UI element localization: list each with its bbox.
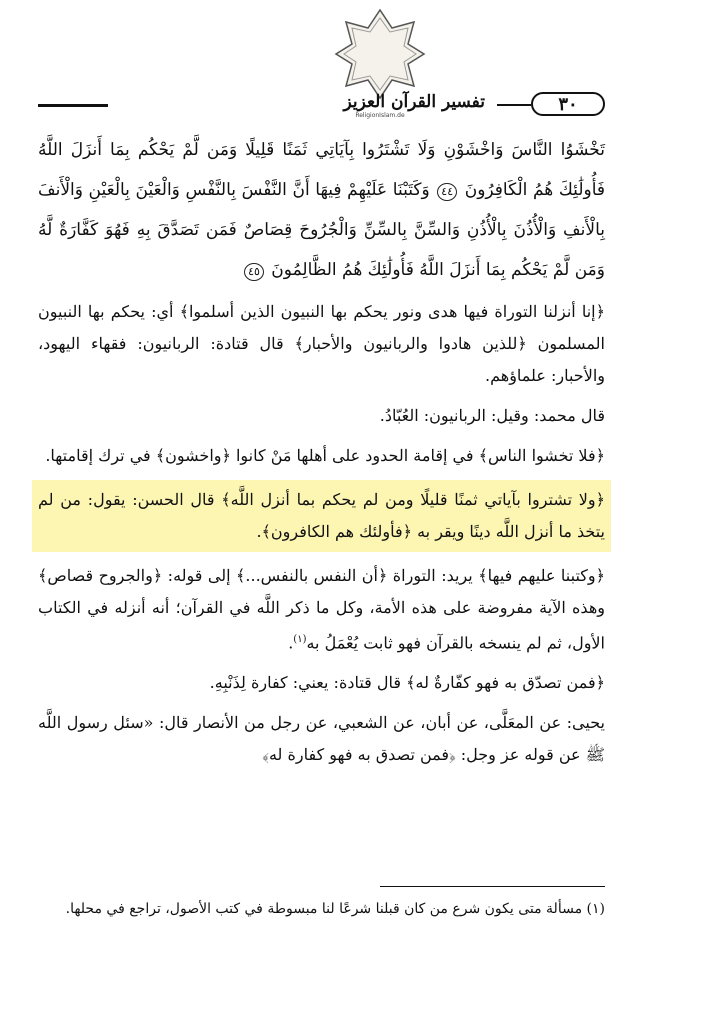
verse-text-1: تَخْشَوُا النَّاسَ وَاخْشَوْنِ وَلَا تَشْتَرُوا بِآيَاتِي ثَمَنًا قَلِيلًا وَمَن لَّمْ يَحْكُم بِمَا أَنزَلَ اللَّهُ فَأُولَٰئِكَ هُمُ الْكَافِرُونَ <box>38 140 606 200</box>
commentary-paragraph: ﴿فمن تصدّق به فهو كفّارةٌ له﴾ قال قتادة: يعني: كفارة لِذَنْبِهِ. <box>209 673 605 693</box>
site-logo <box>334 8 426 100</box>
logo-url: ReligionIslam.de <box>355 112 405 119</box>
commentary-paragraph: ﴿فلا تخشوا الناس﴾ في إقامة الحدود على أهلها مَنْ كانوا ﴿واخشون﴾ في ترك إقامتها. <box>45 446 605 465</box>
verse-text-2: وَكَتَبْنَا عَلَيْهِمْ فِيهَا أَنَّ النَّفْسَ بِالنَّفْسِ وَالْعَيْنَ بِالْعَيْنِ وَالْأَنفَ بِالْأَنفِ وَالْأُذُنَ بِالْأُذُنِ وَالسِّنَّ بِالسِّنِّ وَالْجُرُوحَ قِصَاصٌ فَمَن تَصَدَّقَ بِهِ فَهُوَ كَفَّارَةٌ لَّهُ وَمَن لَّمْ يَحْكُم بِمَا أَنزَلَ اللَّهُ فَأُولَٰئِكَ هُمُ الظَّالِمُونَ <box>38 180 605 280</box>
verse-number-44: ٤٤ <box>437 183 457 201</box>
commentary-paragraph: قال محمد: وقيل: الربانيون: العُبّادُ. <box>379 406 605 425</box>
header-rule-left <box>38 104 108 107</box>
paragraph-text: ﴿وكتبنا عليهم فيها﴾ يريد: التوراة ﴿أن النفس بالنفس...﴾ إلى قوله: ﴿والجروح قصاص﴾ وهذه الآية مفروضة على هذه الأمة، وكل ما ذكر اللَّه في القرآن؛ أنه أنزله في الكتاب الأول، ثم لم ينسخه بالقرآن فهو ثابت يُعْمَلُ به <box>38 566 605 653</box>
page-body <box>38 130 605 779</box>
commentary-paragraph: ﴿وكتبنا عليهم فيها﴾ يريد: التوراة ﴿أن النفس بالنفس...﴾ إلى قوله: ﴿والجروح قصاص﴾ وهذه الآية مفروضة على هذه الأمة، وكل ما ذكر اللَّه في القرآن؛ أنه أنزله في الكتاب الأول، ثم لم ينسخه بالقرآن فهو ثابت يُعْمَلُ به$^{(١)}$. <box>38 566 605 653</box>
highlighted-paragraph: ﴿ولا تشتروا بآياتي ثمنًا قليلًا ومن لم يحكم بما أنزل اللَّه﴾ قال الحسن: يقول: من لم يتخذ ما أنزل اللَّه دينًا ويقر به ﴿فأولئك هم الكافرون﴾. <box>32 480 611 552</box>
footnote: (١) مسألة متى يكون شرع من كان قبلنا شرعًا لنا مبسوطة في كتب الأصول، تراجع في محلها. <box>65 901 605 917</box>
commentary-paragraph: ﴿إنا أنزلنا التوراة فيها هدى ونور يحكم بها النبيون الذين أسلموا﴾ أي: يحكم بها النبيون المسلمون ﴿للذين هادوا والربانيون والأحبار﴾ قال قتادة: الربانيون: فقهاء اليهود، والأحبار: علماؤهم. <box>38 302 605 385</box>
quran-verse <box>38 130 605 290</box>
footnote-marker: (١) <box>293 634 307 645</box>
commentary-paragraph: يحيى: عن المعَلَّى، عن أبان، عن الشعبي، عن رجل من الأنصار قال: «سئل رسول اللَّه ﷺ عن قوله عز وجل: ﴿فمن تصدق به فهو كفارة له﴾ <box>38 713 605 765</box>
verse-number-45: ٤٥ <box>244 263 264 281</box>
footnote-separator <box>380 886 605 887</box>
page-number: ٣٠ <box>531 92 605 116</box>
page-header <box>38 92 605 118</box>
header-rule-right <box>497 104 531 106</box>
running-title: تفسير القرآن العزيز <box>343 92 485 112</box>
